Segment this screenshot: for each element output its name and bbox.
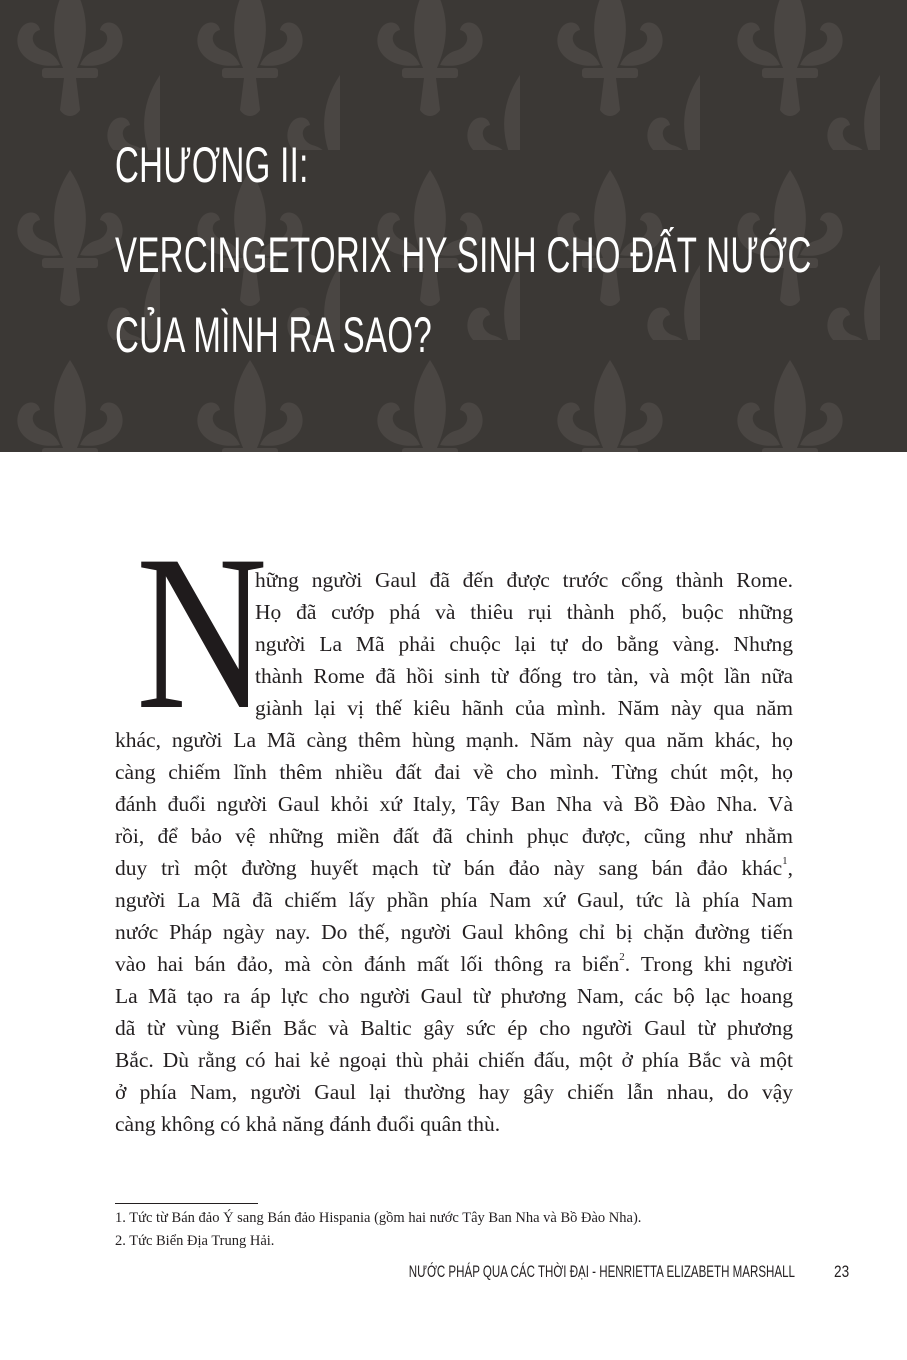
body-line: thành Rome đã hồi sinh từ đống tro tàn, và một lần nữa bbox=[255, 664, 793, 688]
body-line: dã từ vùng Biển Bắc và Baltic gây sức ép cho người Gaul từ phương bbox=[115, 1016, 793, 1040]
chapter-number: CHƯƠNG II: bbox=[115, 137, 309, 193]
chapter-title-line-2: CỦA MÌNH RA SAO? bbox=[115, 307, 433, 363]
footnote-ref-1[interactable]: 1 bbox=[782, 855, 788, 867]
body-line: Bắc. Dù rằng có hai kẻ ngoại thù phải chiến đấu, một ở phía Bắc và một bbox=[115, 1048, 793, 1072]
running-footer-title: NƯỚC PHÁP QUA CÁC THỜI ĐẠI - HENRIETTA ELIZABETH MARSHALL bbox=[408, 1262, 795, 1281]
body-line: ở phía Nam, người Gaul lại thường hay gây chiến lẫn nhau, do vậy bbox=[115, 1080, 793, 1104]
footnote-2: 2. Tức Biển Địa Trung Hải. bbox=[115, 1233, 275, 1249]
chapter-header-banner bbox=[0, 0, 907, 452]
body-line: càng chiếm lĩnh thêm nhiều đất đai về cho mình. Từng chút một, họ bbox=[115, 760, 793, 784]
drop-cap: N bbox=[136, 510, 268, 756]
body-line: người La Mã đã chiếm lấy phần phía Nam xứ Gaul, tức là phía Nam bbox=[115, 888, 793, 912]
body-line: vào hai bán đảo, mà còn đánh mất lối thông ra biển$^2$. Trong khi người bbox=[115, 951, 794, 976]
footnote-divider bbox=[115, 1203, 258, 1204]
body-line: giành lại vị thế kiêu hãnh của mình. Năm này qua năm bbox=[255, 696, 793, 720]
page-number: 23 bbox=[834, 1262, 850, 1281]
body-line: càng không có khả năng đánh đuổi quân thù. bbox=[115, 1112, 501, 1136]
chapter-title-line-1: VERCINGETORIX HY SINH CHO ĐẤT NƯỚC bbox=[115, 227, 812, 283]
footnote-1: 1. Tức từ Bán đảo Ý sang Bán đảo Hispania (gồm hai nước Tây Ban Nha và Bồ Đào Nha). bbox=[115, 1210, 642, 1226]
body-line: duy trì một đường huyết mạch từ bán đảo này sang bán đảo khác$^1$, bbox=[115, 855, 793, 880]
body-line: rồi, để bảo vệ những miền đất đã chinh phục được, cũng như nhằm bbox=[115, 824, 793, 848]
body-line: nước Pháp ngày nay. Do thế, người Gaul không chỉ bị chặn đường tiến bbox=[115, 920, 793, 944]
body-line: người La Mã phải chuộc lại tự do bằng vàng. Nhưng bbox=[255, 632, 793, 656]
body-line: Họ đã cướp phá và thiêu rụi thành phố, buộc những bbox=[255, 600, 793, 624]
body-line: hững người Gaul đã đến được trước cổng thành Rome. bbox=[255, 568, 793, 592]
footnote-ref-2[interactable]: 2 bbox=[619, 951, 625, 963]
body-line: La Mã tạo ra áp lực cho người Gaul từ phương Nam, các bộ lạc hoang bbox=[115, 984, 793, 1008]
body-line: đánh đuổi người Gaul khỏi xứ Italy, Tây Ban Nha và Bồ Đào Nha. Và bbox=[115, 792, 793, 816]
body-line: khác, người La Mã càng thêm hùng mạnh. Năm này qua năm khác, họ bbox=[115, 728, 793, 752]
